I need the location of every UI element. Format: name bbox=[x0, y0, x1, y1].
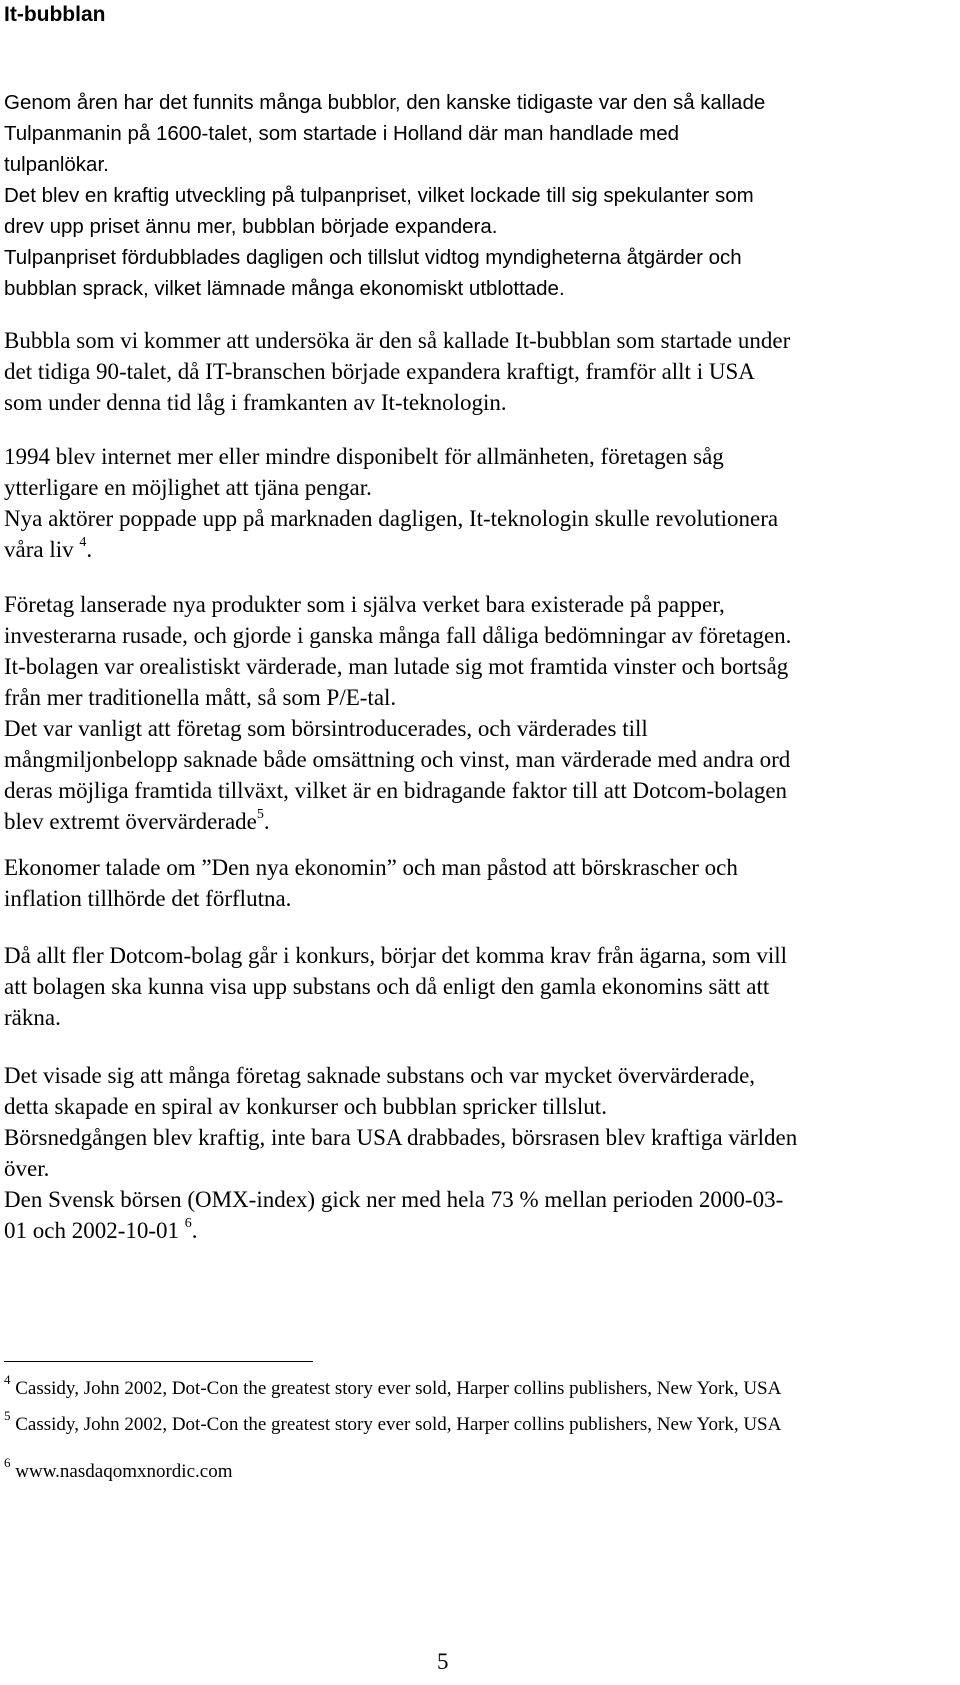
text-line: deras möjliga framtida tillväxt, vilket är en bidragande faktor till att Dotcom-bolagen bbox=[4, 778, 788, 803]
page-number: 5 bbox=[437, 1649, 449, 1674]
paragraph-bankruptcies bbox=[4, 940, 954, 1033]
text-line: It-bolagen var orealistiskt värderade, man lutade sig mot framtida vinster och bortsåg bbox=[4, 654, 789, 679]
footnote-text: Cassidy, John 2002, Dot-Con the greatest story ever sold, Harper collins publishers, New York, USA bbox=[15, 1378, 782, 1399]
text-line: som under denna tid låg i framkanten av It-teknologin. bbox=[4, 390, 507, 415]
text-line: Det var vanligt att företag som börsintroducerades, och värderades till bbox=[4, 716, 648, 741]
paragraph-new-economy bbox=[4, 852, 954, 914]
paragraph-internet-1994 bbox=[4, 441, 954, 565]
text-line: 1994 blev internet mer eller mindre disponibelt för allmänheten, företagen såg bbox=[4, 444, 724, 469]
text-line: detta skapade en spiral av konkurser och bubblan spricker tillslut. bbox=[4, 1094, 607, 1119]
text-line: tulpanlökar. bbox=[4, 153, 109, 176]
text-line: över. bbox=[4, 1156, 50, 1181]
footnote-reference: 6 bbox=[184, 1216, 192, 1232]
punctuation: . bbox=[263, 809, 270, 834]
text-line: Börsnedgången blev kraftig, inte bara USA drabbades, börsrasen blev kraftiga världen bbox=[4, 1125, 798, 1150]
text-line: det tidiga 90-talet, då IT-branschen började expandera kraftigt, framför allt i USA bbox=[4, 359, 755, 384]
text-line: Nya aktörer poppade upp på marknaden dagligen, It-teknologin skulle revolutionera bbox=[4, 506, 779, 531]
footnote-number: 6 bbox=[4, 1454, 11, 1470]
text-line: Företag lanserade nya produkter som i själva verket bara existerade på papper, bbox=[4, 592, 725, 617]
punctuation: . bbox=[191, 1218, 198, 1243]
paragraph-overvaluation bbox=[4, 589, 954, 837]
text-line: Då allt fler Dotcom-bolag går i konkurs, börjar det komma krav från ägarna, som vill bbox=[4, 943, 788, 968]
text-line: Bubbla som vi kommer att undersöka är den så kallade It-bubblan som startade under bbox=[4, 328, 791, 353]
text-fragment: 01 och 2002-10-01 bbox=[4, 1218, 180, 1243]
text-line: Tulpanpriset fördubblades dagligen och tillslut vidtog myndigheterna åtgärder och bbox=[4, 246, 742, 269]
text-line bbox=[4, 1215, 954, 1246]
text-line: bubblan sprack, vilket lämnade många ekonomiskt utblottade. bbox=[4, 277, 565, 300]
footnote-text: Cassidy, John 2002, Dot-Con the greatest story ever sold, Harper collins publishers, New York, USA bbox=[15, 1414, 782, 1435]
footnote-reference: 4 bbox=[79, 535, 87, 551]
footnote-reference: 5 bbox=[256, 807, 264, 823]
footnote-6 bbox=[4, 1454, 233, 1484]
footnote-number: 4 bbox=[4, 1371, 11, 1387]
text-line: Ekonomer talade om ”Den nya ekonomin” och man påstod att börskrascher och bbox=[4, 855, 738, 880]
text-fragment: våra liv bbox=[4, 537, 74, 562]
text-line: Den Svensk börsen (OMX-index) gick ner med hela 73 % mellan perioden 2000-03- bbox=[4, 1187, 784, 1212]
footnote-text: www.nasdaqomxnordic.com bbox=[15, 1461, 233, 1482]
punctuation: . bbox=[86, 537, 93, 562]
text-line: mångmiljonbelopp saknade både omsättning och vinst, man värderade med andra ord bbox=[4, 747, 791, 772]
document-title: It-bubblan bbox=[4, 3, 106, 26]
text-line: Genom åren har det funnits många bubblor, den kanske tidigaste var den så kallade bbox=[4, 91, 766, 114]
text-line: räkna. bbox=[4, 1005, 61, 1030]
text-line: att bolagen ska kunna visa upp substans och då enligt den gamla ekonomins sätt att bbox=[4, 974, 770, 999]
footnote-4 bbox=[4, 1371, 782, 1401]
text-line: Tulpanmanin på 1600-talet, som startade i Holland där man handlade med bbox=[4, 122, 680, 145]
paragraph-it-bubble-intro bbox=[4, 325, 954, 418]
text-line: investerarna rusade, och gjorde i ganska många fall dåliga bedömningar av företagen. bbox=[4, 623, 792, 648]
footnote-number: 5 bbox=[4, 1407, 11, 1423]
text-line bbox=[4, 534, 954, 565]
text-line: från mer traditionella mått, så som P/E-tal. bbox=[4, 685, 397, 710]
text-fragment: blev extremt övervärderade bbox=[4, 809, 257, 834]
text-line: inflation tillhörde det förflutna. bbox=[4, 886, 292, 911]
paragraph-market-crash bbox=[4, 1060, 954, 1246]
text-line: ytterligare en möjlighet att tjäna pengar. bbox=[4, 475, 372, 500]
footnote-5 bbox=[4, 1407, 782, 1437]
text-line: drev upp priset ännu mer, bubblan började expandera. bbox=[4, 215, 498, 238]
text-line bbox=[4, 806, 954, 837]
text-line: Det visade sig att många företag saknade substans och var mycket övervärderade, bbox=[4, 1063, 756, 1088]
paragraph-tulip-mania bbox=[4, 87, 954, 304]
footnote-separator bbox=[4, 1361, 313, 1362]
text-line: Det blev en kraftig utveckling på tulpanpriset, vilket lockade till sig spekulanter som bbox=[4, 184, 754, 207]
